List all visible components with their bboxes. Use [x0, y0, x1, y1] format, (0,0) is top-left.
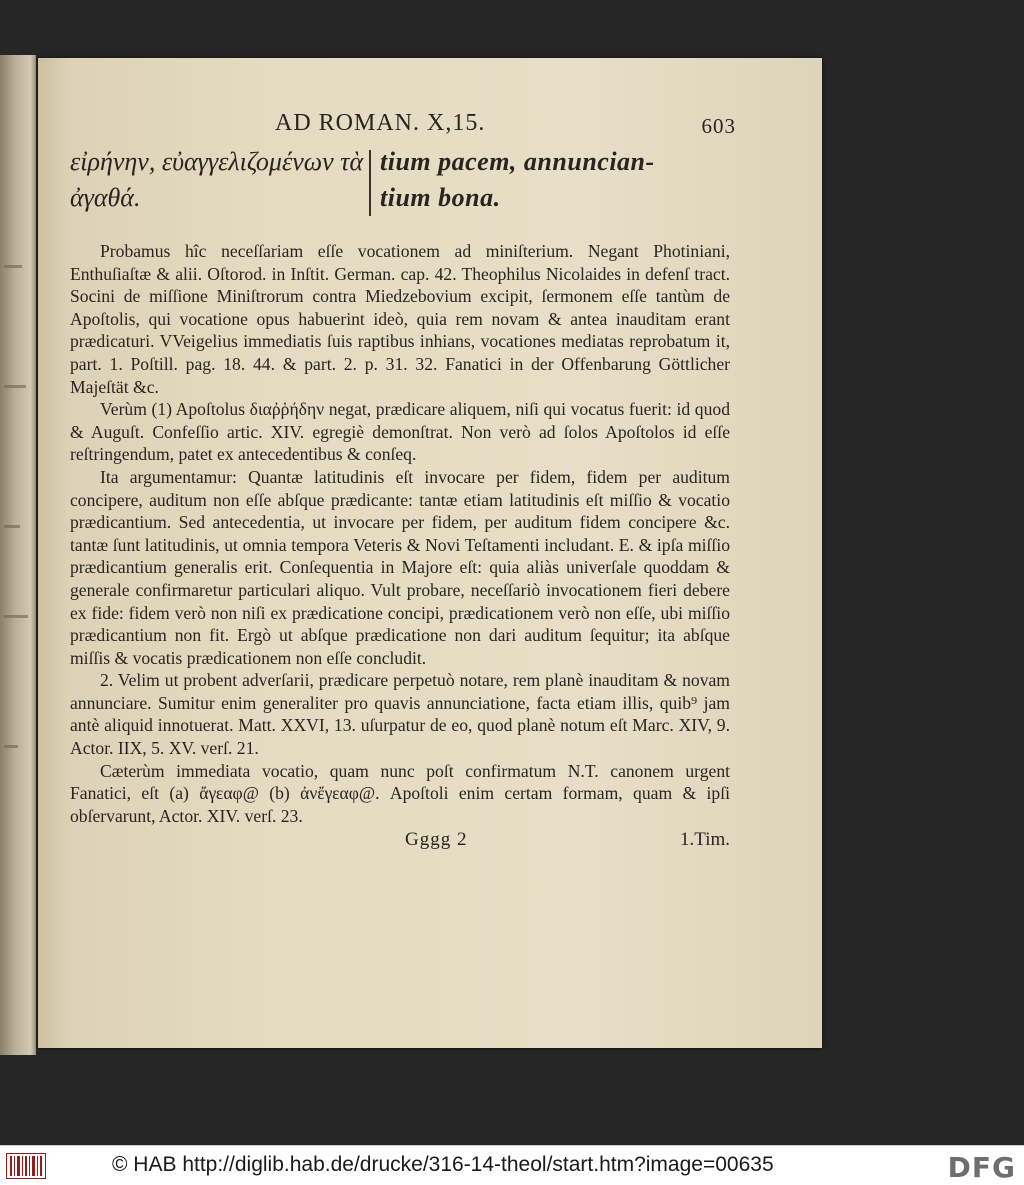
- paragraph: Probamus hîc neceſſariam eſſe vocationem ad miniſterium. Negant Photiniani, Enthuſiaſtæ & alii. Oſtorod. in Inſtit. German. cap. 42. Theophilus Nicolaides in defenſ tract. Socini de miſſione Miniſtrorum contra Miedzebovium excipit, ſermonem eſſe tantùm de Apoſtolis, qui vocatione opus habuerint ideò, quia rem novam & antea inauditam erant prædicaturi. VVeigelius immediatis ſuis raptibus inhians, vocationes mediatas reprobatum it, part. 1. Poſtill. pag. 18. 44. & part. 2. p. 31. 32. Fanatici in der Offenbarung Göttlicher Majeſtät &c.: [70, 241, 730, 397]
- running-head: [70, 110, 736, 144]
- edge-mark: [4, 745, 18, 748]
- attribution-bar: [0, 1145, 1024, 1185]
- verse-latin-line: tium pacem, annuncian-: [380, 147, 655, 176]
- book-page: [38, 58, 822, 1048]
- page-content: [70, 110, 736, 855]
- verse-greek-line: ἀγαθά.: [70, 183, 141, 212]
- page-number: 603: [701, 114, 736, 138]
- verse-divider: [369, 150, 371, 216]
- paragraph: Ita argumentamur: Quantæ latitudinis eſt invocare per fidem, fidem per auditum concipere, auditum non eſſe abſque prædicante: tantæ etiam latitudinis eſt miſſio & vocatio prædicantium. Sed antecedentia, ut invocare per fidem, per auditum fidem concipere &c. tantæ ſunt latitudinis, ut omnia tempora Veteris & Novi Teſtamenti includant. E. & ipſa miſſio prædicantium generalis erit. Conſequentia in Majore eſt: quia aliàs univerſale quoddam & generale confirmaretur particulari aliquo. Vult probare, neceſſariò invocationem fieri debere ex fide: fidem verò non niſi ex prædicatione concipi, prædicationem verò non eſſe, ubi miſſio prædicantium non fit. Ergò ut abſque prædicatione non dari auditum ſequitur; ita abſque miſſis & vocatis prædicationem non eſſe concludit.: [70, 466, 730, 668]
- dfg-logo: DFG: [947, 1151, 1016, 1184]
- edge-mark: [4, 615, 28, 618]
- paragraph: 2. Velim ut probent adverſarii, prædicare perpetuò notare, rem planè inauditam & novam annunciare. Sumitur enim generaliter pro quavis annunciatione, facta etiam illis, quib⁹ jam antè aliquid innotuerat. Matt. XXVI, 13. uſurpatur de eo, quod planè notum eſt Marc. XIV, 9. Actor. IIX, 5. XV. verſ. 21.: [70, 670, 730, 759]
- signature-mark: Gggg 2: [405, 829, 468, 851]
- running-title: AD ROMAN. X,15.: [275, 110, 486, 136]
- catchword: 1.Tim.: [680, 829, 730, 851]
- verse-greek: [70, 144, 370, 216]
- source-link[interactable]: © HAB http://diglib.hab.de/drucke/316-14-theol/start.htm?image=00635: [112, 1153, 774, 1176]
- left-page-edge: [0, 55, 36, 1055]
- barcode-icon: [6, 1153, 46, 1179]
- paragraph: Verùm (1) Apoſtolus διαῤῥήδην negat, prædicare aliquem, niſi qui vocatus fuerit: id quod & Auguſt. Confeſſio artic. XIV. egregiè demonſtrat. Non verò ad ſolos Apoſtolos id eſſe reſtringendum, patet ex antecedentibus & conſeq.: [70, 399, 730, 465]
- verse-latin-line: tium bona.: [380, 183, 501, 212]
- page-footer: [70, 829, 730, 855]
- bible-verse: [70, 144, 730, 222]
- commentary-text: [70, 240, 730, 827]
- edge-mark: [4, 525, 20, 528]
- edge-mark: [4, 265, 22, 268]
- edge-mark: [4, 385, 26, 388]
- verse-latin: [380, 144, 730, 216]
- verse-greek-line: εἰρήνην, εὐαγγελιζομένων τὰ: [70, 147, 364, 176]
- paragraph: Cæterùm immediata vocatio, quam nunc poſt confirmatum N.T. canonem urgent Fanatici, eſt (a) ἄγεαφ@ (b) ἀνἔγεαφ@. Apoſtoli enim certam formam, quam & ipſi obſervarunt, Actor. XIV. verſ. 23.: [70, 760, 730, 826]
